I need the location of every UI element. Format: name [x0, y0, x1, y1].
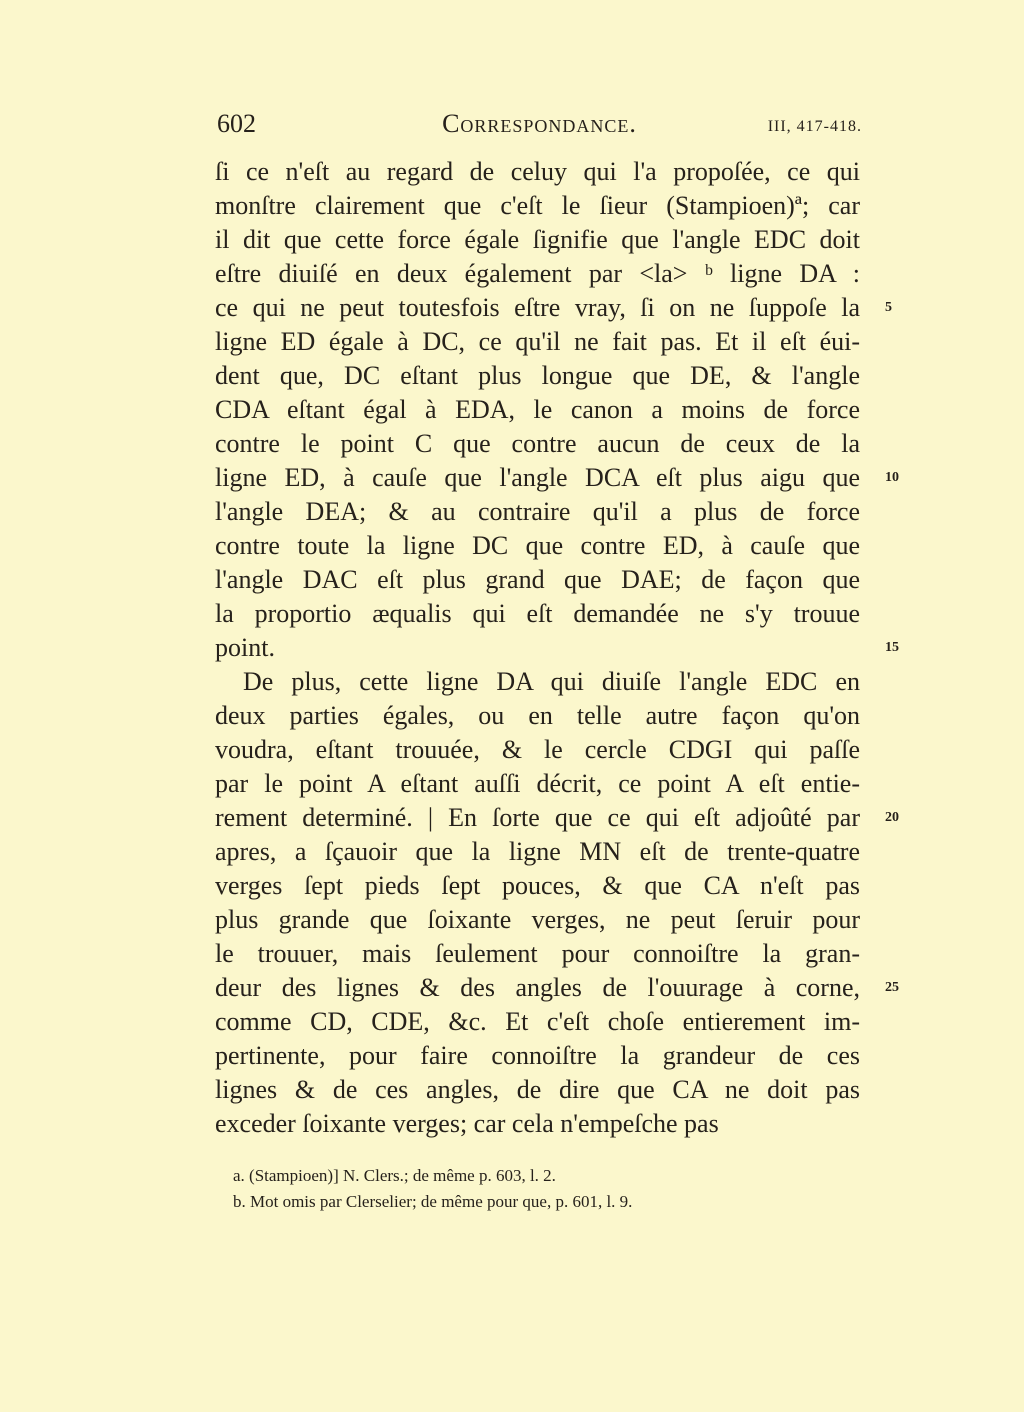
line-text: la proportio æqualis qui eſt demandée ne s'y trouue — [215, 599, 860, 628]
text-line — [215, 461, 899, 495]
text-line — [215, 869, 860, 903]
text-line — [215, 767, 860, 801]
line-text: plus grande que ſoixante verges, ne peut ſeruir pour — [215, 905, 860, 934]
line-text: dent que, DC eſtant plus longue que DE, & l'angle — [215, 361, 860, 390]
line-text: le trouuer, mais ſeulement pour connoiſtre la gran- — [215, 939, 860, 968]
line-text: ſi ce n'eſt au regard de celuy qui l'a propoſée, ce qui — [215, 157, 860, 186]
text-line — [215, 223, 860, 257]
text-line — [215, 1005, 860, 1039]
line-number: 15 — [885, 640, 899, 655]
footnote-a: a. (Stampioen)] N. Clers.; de même p. 603, l. 2. — [233, 1166, 556, 1185]
text-line — [215, 597, 860, 631]
text-line — [215, 359, 860, 393]
line-number: 25 — [885, 980, 899, 995]
footnotes — [233, 1163, 853, 1215]
text-line — [215, 257, 860, 291]
text-line — [215, 1039, 860, 1073]
line-text: l'angle DEA; & au contraire qu'il a plus de force — [215, 497, 860, 526]
line-text: deux parties égales, ou en telle autre façon qu'on — [215, 701, 860, 730]
text-line — [215, 393, 860, 427]
line-text: exceder ſoixante verges; car cela n'empeſche pas — [215, 1109, 719, 1138]
line-text: comme CD, CDE, &c. Et c'eſt choſe entierement im- — [215, 1007, 860, 1036]
text-line — [215, 325, 860, 359]
line-text: voudra, eſtant trouuée, & le cercle CDGI qui paſſe — [215, 735, 860, 764]
line-text: point. — [215, 633, 275, 662]
line-text: contre le point C que contre aucun de ceux de la — [215, 429, 860, 458]
text-line — [215, 495, 860, 529]
line-number: 10 — [885, 470, 899, 485]
line-text: il dit que cette force égale ſignifie que l'angle EDC doit — [215, 225, 860, 254]
text-line — [215, 189, 860, 223]
text-line — [215, 155, 860, 189]
line-number: 5 — [885, 300, 892, 315]
text-line — [215, 665, 860, 699]
line-text: l'angle DAC eſt plus grand que DAE; de façon que — [215, 565, 860, 594]
line-text: eſtre diuiſé en deux également par <la> ᵇ ligne DA : — [215, 259, 860, 288]
text-line — [215, 835, 860, 869]
text-line — [215, 699, 860, 733]
line-text: rement determiné. | En ſorte que ce qui eſt adjoûté par — [215, 803, 860, 832]
footnote-b: b. Mot omis par Clerselier; de même pour que, p. 601, l. 9. — [233, 1192, 633, 1211]
line-text: CDA eſtant égal à EDA, le canon a moins de force — [215, 395, 860, 424]
line-text: ligne ED égale à DC, ce qu'il ne fait pas. Et il eſt éui- — [215, 327, 860, 356]
text-line — [215, 427, 860, 461]
line-number: 20 — [885, 810, 899, 825]
line-text: verges ſept pieds ſept pouces, & que CA n'eſt pas — [215, 871, 860, 900]
body-text — [215, 155, 899, 1141]
line-text: par le point A eſtant auſſi décrit, ce point A eſt entie- — [215, 769, 860, 798]
text-line — [215, 291, 892, 325]
line-text: monſtre clairement que c'eſt le ſieur (Stampioen)ª; car — [215, 191, 860, 220]
line-text: apres, a ſçauoir que la ligne MN eſt de trente-quatre — [215, 837, 860, 866]
text-line — [215, 529, 860, 563]
line-text: De plus, cette ligne DA qui diuiſe l'angle EDC en — [243, 667, 860, 696]
volume-reference: III, 417-418. — [767, 118, 862, 135]
text-line — [215, 631, 899, 665]
line-text: ce qui ne peut toutesfois eſtre vray, ſi on ne ſuppoſe la — [215, 293, 860, 322]
text-line — [215, 563, 860, 597]
page-number: 602 — [217, 109, 256, 138]
text-line — [215, 903, 860, 937]
running-title: Correspondance. — [442, 109, 637, 138]
text-line — [215, 1107, 860, 1141]
text-line — [215, 801, 899, 835]
line-text: deur des lignes & des angles de l'ouurage à corne, — [215, 973, 860, 1002]
line-text: ligne ED, à cauſe que l'angle DCA eſt plus aigu que — [215, 463, 860, 492]
line-text: contre toute la ligne DC que contre ED, à cauſe que — [215, 531, 860, 560]
line-text: lignes & de ces angles, de dire que CA ne doit pas — [215, 1075, 860, 1104]
running-head — [217, 107, 862, 141]
text-line — [215, 971, 899, 1005]
text-line — [215, 1073, 860, 1107]
text-line — [215, 733, 860, 767]
text-line — [215, 937, 860, 971]
line-text: pertinente, pour faire connoiſtre la grandeur de ces — [215, 1041, 860, 1070]
